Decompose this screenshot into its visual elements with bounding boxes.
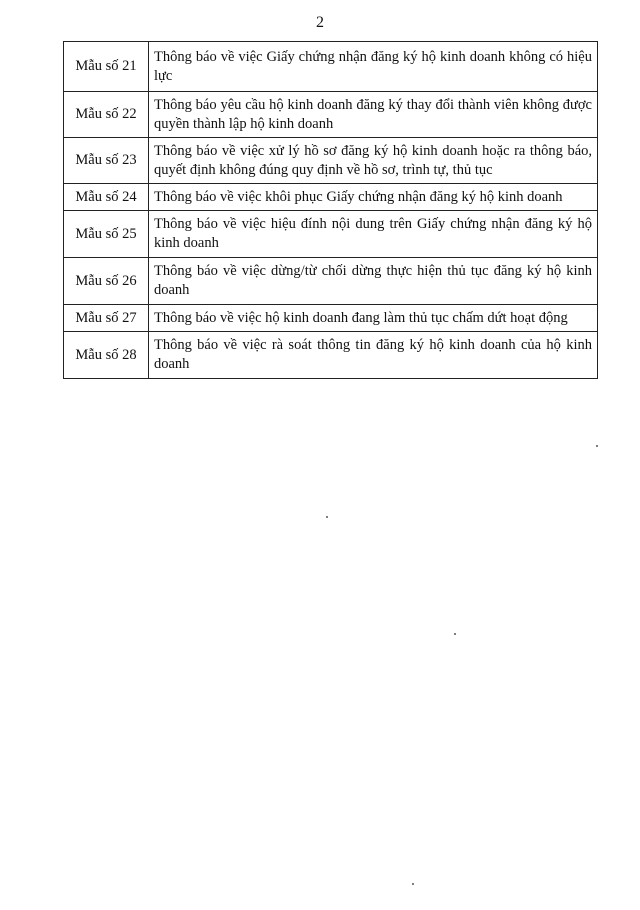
table-row xyxy=(64,92,598,138)
table-row xyxy=(64,184,598,211)
form-title: Thông báo về việc hộ kinh doanh đang làm thủ tục chấm dứt hoạt động xyxy=(149,305,598,332)
scan-speck xyxy=(596,445,598,447)
form-code: Mẫu số 28 xyxy=(64,332,149,379)
form-title: Thông báo về việc khôi phục Giấy chứng nhận đăng ký hộ kinh doanh xyxy=(149,184,598,211)
table-row xyxy=(64,138,598,184)
form-title: Thông báo về việc hiệu đính nội dung trên Giấy chứng nhận đăng ký hộ kinh doanh xyxy=(149,211,598,258)
form-title: Thông báo về việc rà soát thông tin đăng ký hộ kinh doanh của hộ kinh doanh xyxy=(149,332,598,379)
page-number: 2 xyxy=(316,14,324,31)
scan-speck xyxy=(412,883,414,885)
table-row xyxy=(64,211,598,258)
form-title: Thông báo yêu cầu hộ kinh doanh đăng ký thay đổi thành viên không được quyền thành lập hộ kinh doanh xyxy=(149,92,598,138)
form-code: Mẫu số 27 xyxy=(64,305,149,332)
form-code: Mẫu số 21 xyxy=(64,42,149,92)
form-code: Mẫu số 23 xyxy=(64,138,149,184)
form-title: Thông báo về việc xử lý hồ sơ đăng ký hộ kinh doanh hoặc ra thông báo, quyết định không đúng quy định về hồ sơ, trình tự, thủ tục xyxy=(149,138,598,184)
form-code: Mẫu số 26 xyxy=(64,258,149,305)
table-row xyxy=(64,42,598,92)
scan-speck xyxy=(454,633,456,635)
table-row xyxy=(64,332,598,379)
form-title: Thông báo về việc Giấy chứng nhận đăng ký hộ kinh doanh không có hiệu lực xyxy=(149,42,598,92)
table-row xyxy=(64,305,598,332)
form-title: Thông báo về việc dừng/từ chối dừng thực hiện thủ tục đăng ký hộ kinh doanh xyxy=(149,258,598,305)
scan-speck xyxy=(326,516,328,518)
form-code: Mẫu số 25 xyxy=(64,211,149,258)
table-row xyxy=(64,258,598,305)
forms-table xyxy=(63,41,598,379)
form-code: Mẫu số 22 xyxy=(64,92,149,138)
form-code: Mẫu số 24 xyxy=(64,184,149,211)
